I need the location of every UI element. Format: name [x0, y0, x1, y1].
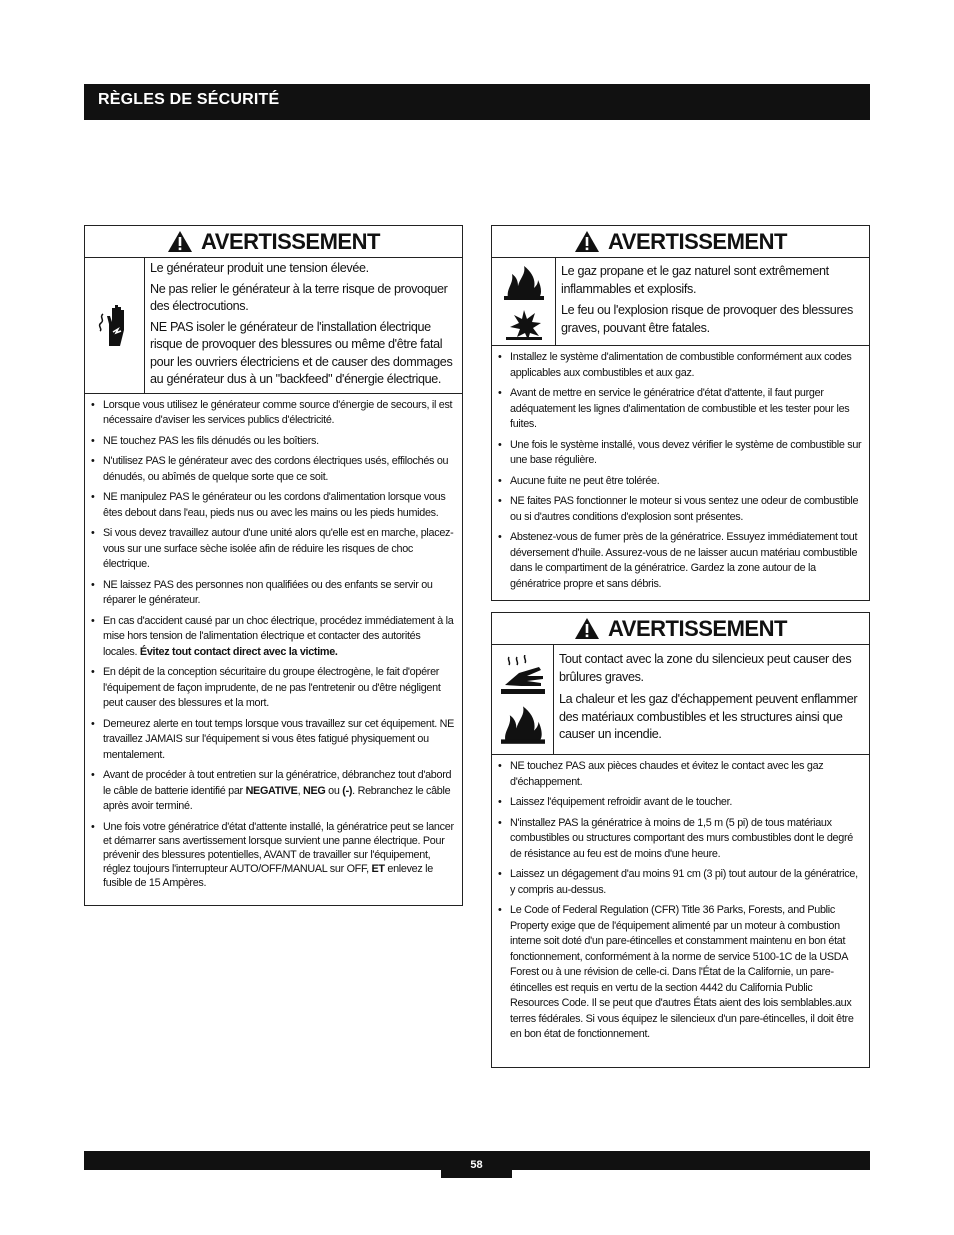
icon-column: [492, 258, 556, 345]
warning-title: [85, 226, 462, 258]
list-item: • Le Code of Federal Regulation (CFR) Title 36 Parks, Forests, and Public Property exige que de l'équipement alimenté par un moteur à combustion interne soit doté d'un pare-étincelles et constamment maintenu en bon état fonctionnement, conformément à la norme de service 5100-1C de la USDA Forest ou à une révision de celle-ci. Dans l'État de la Californie, un pare-étincelles est requis en vertu de la section 4442 du California Public Resources Code. Il se peut que d'autres États aient des lois semblables.aux terres fédérales. Si vous équipez le silencieux d'un pare-étincelles, il doit être en bon état de fonctionnement.: [498, 903, 863, 1043]
icon-column: [492, 645, 554, 754]
list-item: • NE touchez PAS les fils dénudés ou les boîtiers.: [91, 434, 456, 450]
list-item: • Avant de mettre en service le génératrice d'état d'attente, il faut purger adéquatement les lignes d'alimentation de combustible et les tester pour les fuites.: [498, 386, 863, 433]
list-item: • Une fois votre génératrice d'état d'attente installé, la génératrice peut se lancer et démarrer sans avertissement lorsque survient une panne électrique. Pour prévenir des blessures potentielles, AVANT de travailler sur l'équipement, réglez toujours l'interrupteur AUTO/OFF/MANUAL sur OFF, ET enlevez le fusible de 15 Ampères.: [91, 820, 456, 890]
electrical-warning-box: [84, 225, 463, 906]
warning-triangle-icon: [167, 230, 193, 253]
list-item: • Aucune fuite ne peut être tolérée.: [498, 474, 863, 490]
warning-title-text: AVERTISSEMENT: [608, 615, 787, 641]
warning-title: [492, 613, 869, 645]
list-item: • En dépit de la conception sécuritaire du groupe électrogène, le fait d'opérer l'équipement de façon imprudente, de ne pas l'entretenir ou d'être négligent peut causer des blessures et la mort.: [91, 665, 456, 712]
hot-surface-hand-icon: [501, 655, 545, 695]
list-item: • Si vous devez travaillez autour d'une unité alors qu'elle est en marche, placez-vous sur une surface sèche isolée afin de réduire les risques de choc électrique.: [91, 526, 456, 573]
explosion-icon: [506, 308, 542, 340]
warning-title-text: AVERTISSEMENT: [608, 228, 787, 254]
page-number: [441, 1151, 512, 1178]
exhaust-warning-box: [491, 612, 870, 1068]
list-item: • NE touchez PAS aux pièces chaudes et évitez le contact avec les gaz d'échappement.: [498, 759, 863, 790]
list-item: • NE manipulez PAS le générateur ou les cordons d'alimentation lorsque vous êtes debout dans l'eau, pieds nus ou avec les mains ou les pieds humides.: [91, 490, 456, 521]
safety-list: [492, 346, 869, 603]
warning-message: Tout contact avec la zone du silencieux peut causer des brûlures graves.: [559, 652, 852, 684]
warning-message: NE PAS isoler le générateur de l'installation électrique risque de provoquer des blessures ou même d'être fatal pour les ouvriers électriciens et de causer des dommages au générateur dus à un "backfeed" d'énergie électrique.: [150, 319, 453, 386]
fuel-warning-box: [491, 225, 870, 601]
warning-message: Ne pas relier le générateur à la terre risque de provoquer des électrocutions.: [150, 281, 448, 313]
warning-message: Le gaz propane et le gaz naturel sont extrêmement inflammables et explosifs.: [561, 264, 829, 296]
list-item: • Laissez un dégagement d'au moins 91 cm (3 pi) tout autour de la génératrice, y compris au-dessus.: [498, 867, 863, 898]
list-item: • Lorsque vous utilisez le générateur comme source d'énergie de secours, il est nécessaire d'aviser les services publics d'électricité.: [91, 398, 456, 429]
page-number-text: 58: [470, 1159, 483, 1171]
section-header: [84, 84, 870, 120]
icon-column: [85, 258, 145, 393]
section-title: RÈGLES DE SÉCURITÉ: [98, 91, 280, 108]
warning-message: Le générateur produit une tension élevée.: [150, 261, 369, 275]
list-item: • Laissez l'équipement refroidir avant de le toucher.: [498, 795, 863, 811]
safety-list: [492, 755, 869, 1054]
list-item: • Une fois le système installé, vous devez vérifier le système de combustible sur une base régulière.: [498, 438, 863, 469]
list-item: • Installez le système d'alimentation de combustible conformément aux codes applicables aux combustibles et aux gaz.: [498, 350, 863, 381]
safety-list: [85, 394, 462, 896]
warning-triangle-icon: [574, 617, 600, 640]
list-item: • NE faites PAS fonctionner le moteur si vous sentez une odeur de combustible ou si d'autres conditions d'explosion sont présentes.: [498, 494, 863, 525]
warning-triangle-icon: [574, 230, 600, 253]
list-item: • NE laissez PAS des personnes non qualifiées ou des enfants se servir ou réparer le générateur.: [91, 578, 456, 609]
warning-message: Le feu ou l'explosion risque de provoquer des blessures graves, pouvant être fatales.: [561, 303, 853, 335]
electric-shock-hand-icon: [95, 302, 135, 348]
list-item: • N'installez PAS la génératrice à moins de 1,5 m (5 pi) de tous matériaux combustibles ou structures comportant des murs combustibles dont le degré de résistance au feu est de moins d'une heure.: [498, 816, 863, 863]
list-item: • Abstenez-vous de fumer près de la génératrice. Essuyez immédiatement tout déversement d'huile. Assurez-vous de ne laisser aucun matériau combustible dans le compartiment de la génératrice. Gardez la zone autour de la génératrice propre et sans débris.: [498, 530, 863, 592]
list-item: • N'utilisez PAS le générateur avec des cordons électriques usés, effilochés ou dénudés, ou abîmés de quelque sorte que ce soit.: [91, 454, 456, 485]
warning-title: [492, 226, 869, 258]
list-item: • Demeurez alerte en tout temps lorsque vous travaillez sur cet équipement. NE travaillez JAMAIS sur l'équipement si vous êtes fatigué physiquement ou mentalement.: [91, 717, 456, 764]
fire-icon: [504, 264, 544, 300]
list-item: • Avant de procéder à tout entretien sur la génératrice, débranchez tout d'abord le câble de batterie identifié par NEGATIVE, NEG ou (-). Rebranchez le câble après avoir terminé.: [91, 768, 456, 815]
list-item: • En cas d'accident causé par un choc électrique, procédez immédiatement à la mise hors tension de l'alimentation électrique et contacter des autorités locales. Évitez tout contact direct avec la victime.: [91, 614, 456, 661]
warning-title-text: AVERTISSEMENT: [201, 228, 380, 254]
fire-icon: [501, 703, 545, 745]
warning-message: La chaleur et les gaz d'échappement peuvent enflammer des matériaux combustibles et les structures ainsi que causer un incendie.: [559, 692, 858, 741]
